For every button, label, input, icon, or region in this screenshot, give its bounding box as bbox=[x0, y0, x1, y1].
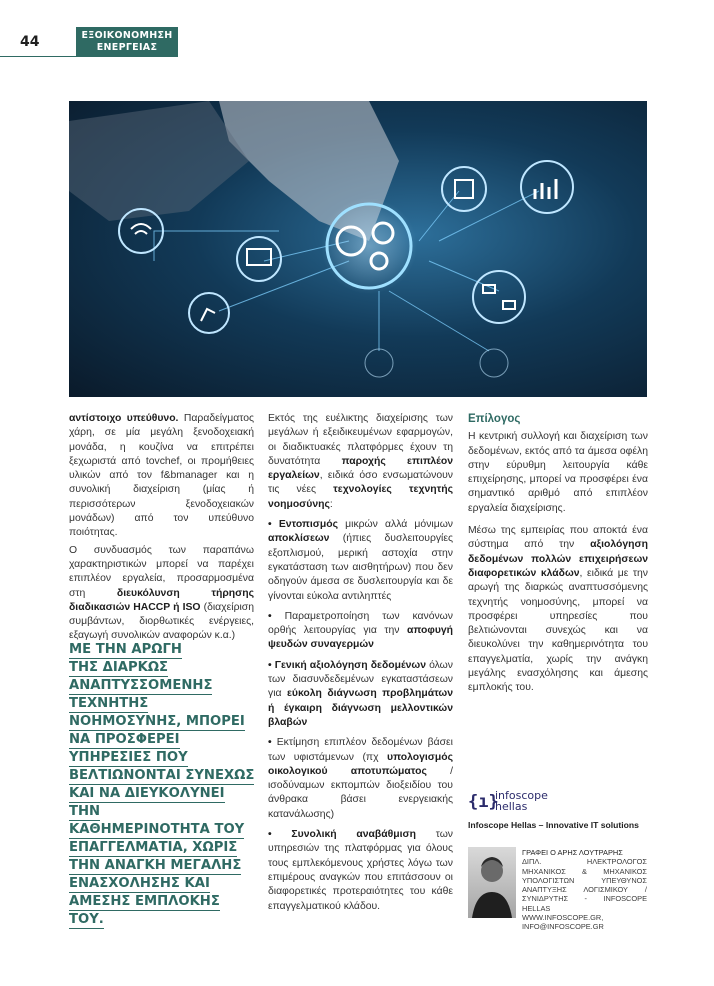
ai-network-illustration bbox=[69, 101, 647, 397]
logo-mark: {ı} bbox=[468, 792, 499, 812]
flowchart-icon bbox=[473, 271, 525, 323]
pull-quote-line: ΕΠΑΓΓΕΛΜΑΤΙΑ, ΧΩΡΙΣ bbox=[69, 840, 238, 855]
pull-quote-line: ΤΗΣ ΔΙΑΡΚΩΣ bbox=[69, 660, 169, 675]
col1-p1-text: Παραδείγματος χάρη, σε μία μεγάλη ξενοδοχειακή μονάδα, η κουζίνα να επιτρέπει ξεχωριστά από tovchef, οι προμήθειες υλικών από τον f&bmanager και η συνολική διαχείριση (μίας ή περισσότερων ξενοδοχειακών μονάδων) από τον υπεύθυνο ποιότητας. bbox=[69, 413, 254, 539]
column-1 bbox=[69, 412, 254, 647]
b1-text: μικρών αλλά μόνιμων bbox=[338, 519, 454, 531]
section-tag-line-2: ΕΝΕΡΓΕΙΑΣ bbox=[96, 42, 158, 53]
author-email: INFO@INFOSCOPE.GR bbox=[522, 922, 604, 932]
pull-quote-line: ΝΑ ΠΡΟΣΦΕΡΕΙ bbox=[69, 732, 180, 747]
header-rule bbox=[0, 56, 84, 57]
pull-quote-line: ΜΕ ΤΗΝ ΑΡΩΓΗ bbox=[69, 642, 182, 657]
b5-bold: Συνολική αναβάθμιση bbox=[291, 829, 416, 841]
col2-intro-text: Εκτός της ευέλικτης διαχείρισης των μεγάλων ή εξειδικευμένων εφαρμογών, οι διαδικτυακές πλατφόρμες έχουν τη δυνατότητα bbox=[268, 413, 453, 467]
b4-text2: / ισοδύναμων εκπομπών διοξειδίου του άνθρακα βάσει ενεργειακής κατανάλωσης) bbox=[268, 765, 453, 820]
col2-intro-text3: : bbox=[329, 498, 333, 510]
b3-text: όλων των διασυνδεδεμένων εγκαταστάσεων για bbox=[268, 659, 453, 700]
company-tagline: Infoscope Hellas – Innovative IT solutions bbox=[468, 820, 639, 830]
col1-p2-text2: (διαχείριση συμβάντων, διορθωτικές ενέργειες, εξαγωγή συνολικών αναφορών κ.α.) bbox=[69, 601, 254, 642]
b4-text: Εκτίμηση επιπλέον δεδομένων βάσει των υφιστάμενων (πχ bbox=[268, 737, 453, 763]
column-2 bbox=[268, 412, 453, 917]
column-3 bbox=[468, 412, 648, 699]
pull-quote-line: ΑΝΑΠΤΥΣΣΟΜΕΝΗΣ bbox=[69, 678, 213, 693]
col3-paragraph-1: Η κεντρική συλλογή και διαχείριση των δεδομένων, εκτός από τα άμεσα οφέλη στην εύρυθμη λειτουργία κάθε επιχείρησης, μπορεί να προσφέρει ένα σημαντικό αριθμό από επιπλέον εργαλεία διαχείρισης. bbox=[468, 431, 648, 514]
col1-p2-text: Ο συνδυασμός των παραπάνω χαρακτηριστικών μπορεί να παρέχει επιπλέον εργαλεία, προσαρμοσμένα στη bbox=[69, 544, 254, 599]
col3-paragraph-2 bbox=[468, 524, 648, 696]
b1-bold2: αποκλίσεων bbox=[268, 533, 330, 545]
pull-quote-line: ΚΑΙ ΝΑ ΔΙΕΥΚΟΛΥΝΕΙ ΤΗΝ bbox=[69, 786, 225, 819]
col1-paragraph-1 bbox=[69, 412, 254, 541]
col3-p2-text2: , ειδικά με την αρωγή της διαρκώς αναπτυσσόμενης τεχνητής νοημοσύνης, μπορεί να προσφέρει υπηρεσίες που βελτιώνονται συνεχώς και να διευκολύνει την καθημερινότητα του επαγγελματία, χωρίς την ανάγκη μεγάλης ενασχόλησης και άμεσης εμπλοκής του. bbox=[468, 567, 648, 694]
page-number: 44 bbox=[20, 34, 40, 50]
col1-p1-bold: αντίστοιχο υπεύθυνο. bbox=[69, 413, 179, 424]
bullet-dot: • bbox=[268, 829, 292, 841]
b3-bold2: εύκολη διάγνωση προβλημάτων ή έγκαιρη διάγνωση μελλοντικών βλαβών bbox=[268, 688, 453, 728]
pull-quote-line: ΤΗΝ ΑΝΑΓΚΗ ΜΕΓΑΛΗΣ bbox=[69, 858, 242, 873]
pull-quote-line: ΚΑΘΗΜΕΡΙΝΟΤΗΤΑ ΤΟΥ bbox=[69, 822, 245, 837]
b4-bold: υπολογισμός οικολογικού αποτυπώματος bbox=[268, 751, 453, 777]
bullet-item bbox=[268, 828, 453, 914]
section-heading: Επίλογος bbox=[468, 413, 521, 425]
col1-p2-bold: διευκόλυνση τήρησης διαδικασιών HACCP ή ISO bbox=[69, 587, 254, 613]
logo-wordmark bbox=[495, 790, 548, 812]
logo-line-1: infoscope bbox=[495, 789, 548, 802]
pull-quote-line: ΑΜΕΣΗΣ ΕΜΠΛΟΚΗΣ ΤΟΥ. bbox=[69, 894, 220, 927]
bullet-dot: • bbox=[268, 659, 275, 671]
bullet-item bbox=[268, 518, 453, 604]
author-website: WWW.INFOSCOPE.GR, bbox=[522, 913, 604, 923]
b2-text: Παραμετροποίηση των κανόνων ορθής λειτουργίας για την bbox=[268, 610, 453, 637]
col3-p2-text: Μέσω της εμπειρίας που αποκτά ένα σύστημα από την bbox=[468, 525, 648, 551]
col2-intro-bold: παροχής επιπλέον εργαλείων bbox=[268, 455, 453, 482]
author-credentials: ΔΙΠΛ. ΗΛΕΚΤΡΟΛΟΓΟΣ ΜΗΧΑΝΙΚΟΣ & ΜΗΧΑΝΙΚΟΣ ΥΠΟΛΟΓΙΣΤΩΝ ΥΠΕΥΘΥΝΟΣ ΑΝΑΠΤΥΞΗΣ ΛΟΓΙΣΜΙΚΟΥ / ΣΥΝΙΔΡΥΤΗΣ - INFOSCOPE HELLAS bbox=[522, 857, 647, 913]
col2-intro-text2: , ειδικά όσο ενσωματώνουν τις νέες bbox=[268, 470, 453, 496]
b2-bold: αποφυγή ψευδών συναγερμών bbox=[268, 625, 453, 651]
col3-p2-bold: αξιολόγηση δεδομένων πολλών επιχειρήσεων διαφορετικών κλάδων bbox=[468, 539, 648, 579]
hero-image bbox=[69, 101, 647, 397]
bullet-item bbox=[268, 610, 453, 653]
bullet-item bbox=[268, 659, 453, 730]
section-tag bbox=[76, 27, 178, 57]
chip-icon bbox=[442, 167, 486, 211]
author-bio bbox=[522, 848, 647, 932]
col2-intro bbox=[268, 412, 453, 512]
b1-text2: (ήπιες δυσλειτουργίες εξοπλισμού, μερική αστοχία στην εγκατάσταση των αισθητήρων) που δεν οδηγούν άμεσα σε δυσλειτουργία και δε γίνονται εύκολα αντιληπτές bbox=[268, 533, 453, 602]
author-photo bbox=[468, 847, 516, 918]
col1-paragraph-2 bbox=[69, 544, 254, 644]
pull-quote bbox=[69, 641, 257, 929]
author-name: ΓΡΑΦΕΙ Ο ΑΡΗΣ ΛΟΥΤΡΑΡΗΣ bbox=[522, 848, 623, 857]
sleeve-silhouette bbox=[69, 101, 249, 221]
b1-bold: Εντοπισμός bbox=[278, 519, 338, 531]
author-portrait bbox=[468, 847, 516, 918]
bullet-dot: • bbox=[268, 519, 279, 531]
bullet-item bbox=[268, 736, 453, 822]
bar-chart-icon bbox=[521, 161, 573, 213]
bullet-dot: • bbox=[268, 737, 277, 749]
pull-quote-line: ΒΕΛΤΙΩΝΟΝΤΑΙ ΣΥΝΕΧΩΣ bbox=[69, 768, 255, 783]
bullet-dot: • bbox=[268, 610, 285, 622]
section-tag-line-1: ΕΞΟΙΚΟΝΟΜΗΣΗ bbox=[81, 30, 173, 41]
infoscope-logo bbox=[468, 790, 598, 820]
col2-intro-bold2: τεχνολογίες τεχνητής νοημοσύνης bbox=[268, 484, 453, 510]
logo-line-2: hellas bbox=[495, 800, 528, 813]
pull-quote-line: ΝΟΗΜΟΣΥΝΗΣ, ΜΠΟΡΕΙ bbox=[69, 714, 245, 729]
b5-text: των υπηρεσιών της πλατφόρμας για όλους τους εμπλεκόμενους χρήστες λόγω των επιμέρους αναγκών που επιτάσσουν οι διαφορετικές προτεραιότητες του κάθε επαγγελματικού κλάδου. bbox=[268, 829, 454, 912]
pull-quote-line: ΕΝΑΣΧΟΛΗΣΗΣ ΚΑΙ bbox=[69, 876, 210, 891]
pull-quote-line: ΤΕΧΝΗΤΗΣ bbox=[69, 696, 149, 711]
pull-quote-line: ΥΠΗΡΕΣΙΕΣ ΠΟΥ bbox=[69, 750, 188, 765]
robot-arm-icon bbox=[189, 293, 229, 333]
b3-bold: Γενική αξιολόγηση δεδομένων bbox=[274, 659, 426, 671]
